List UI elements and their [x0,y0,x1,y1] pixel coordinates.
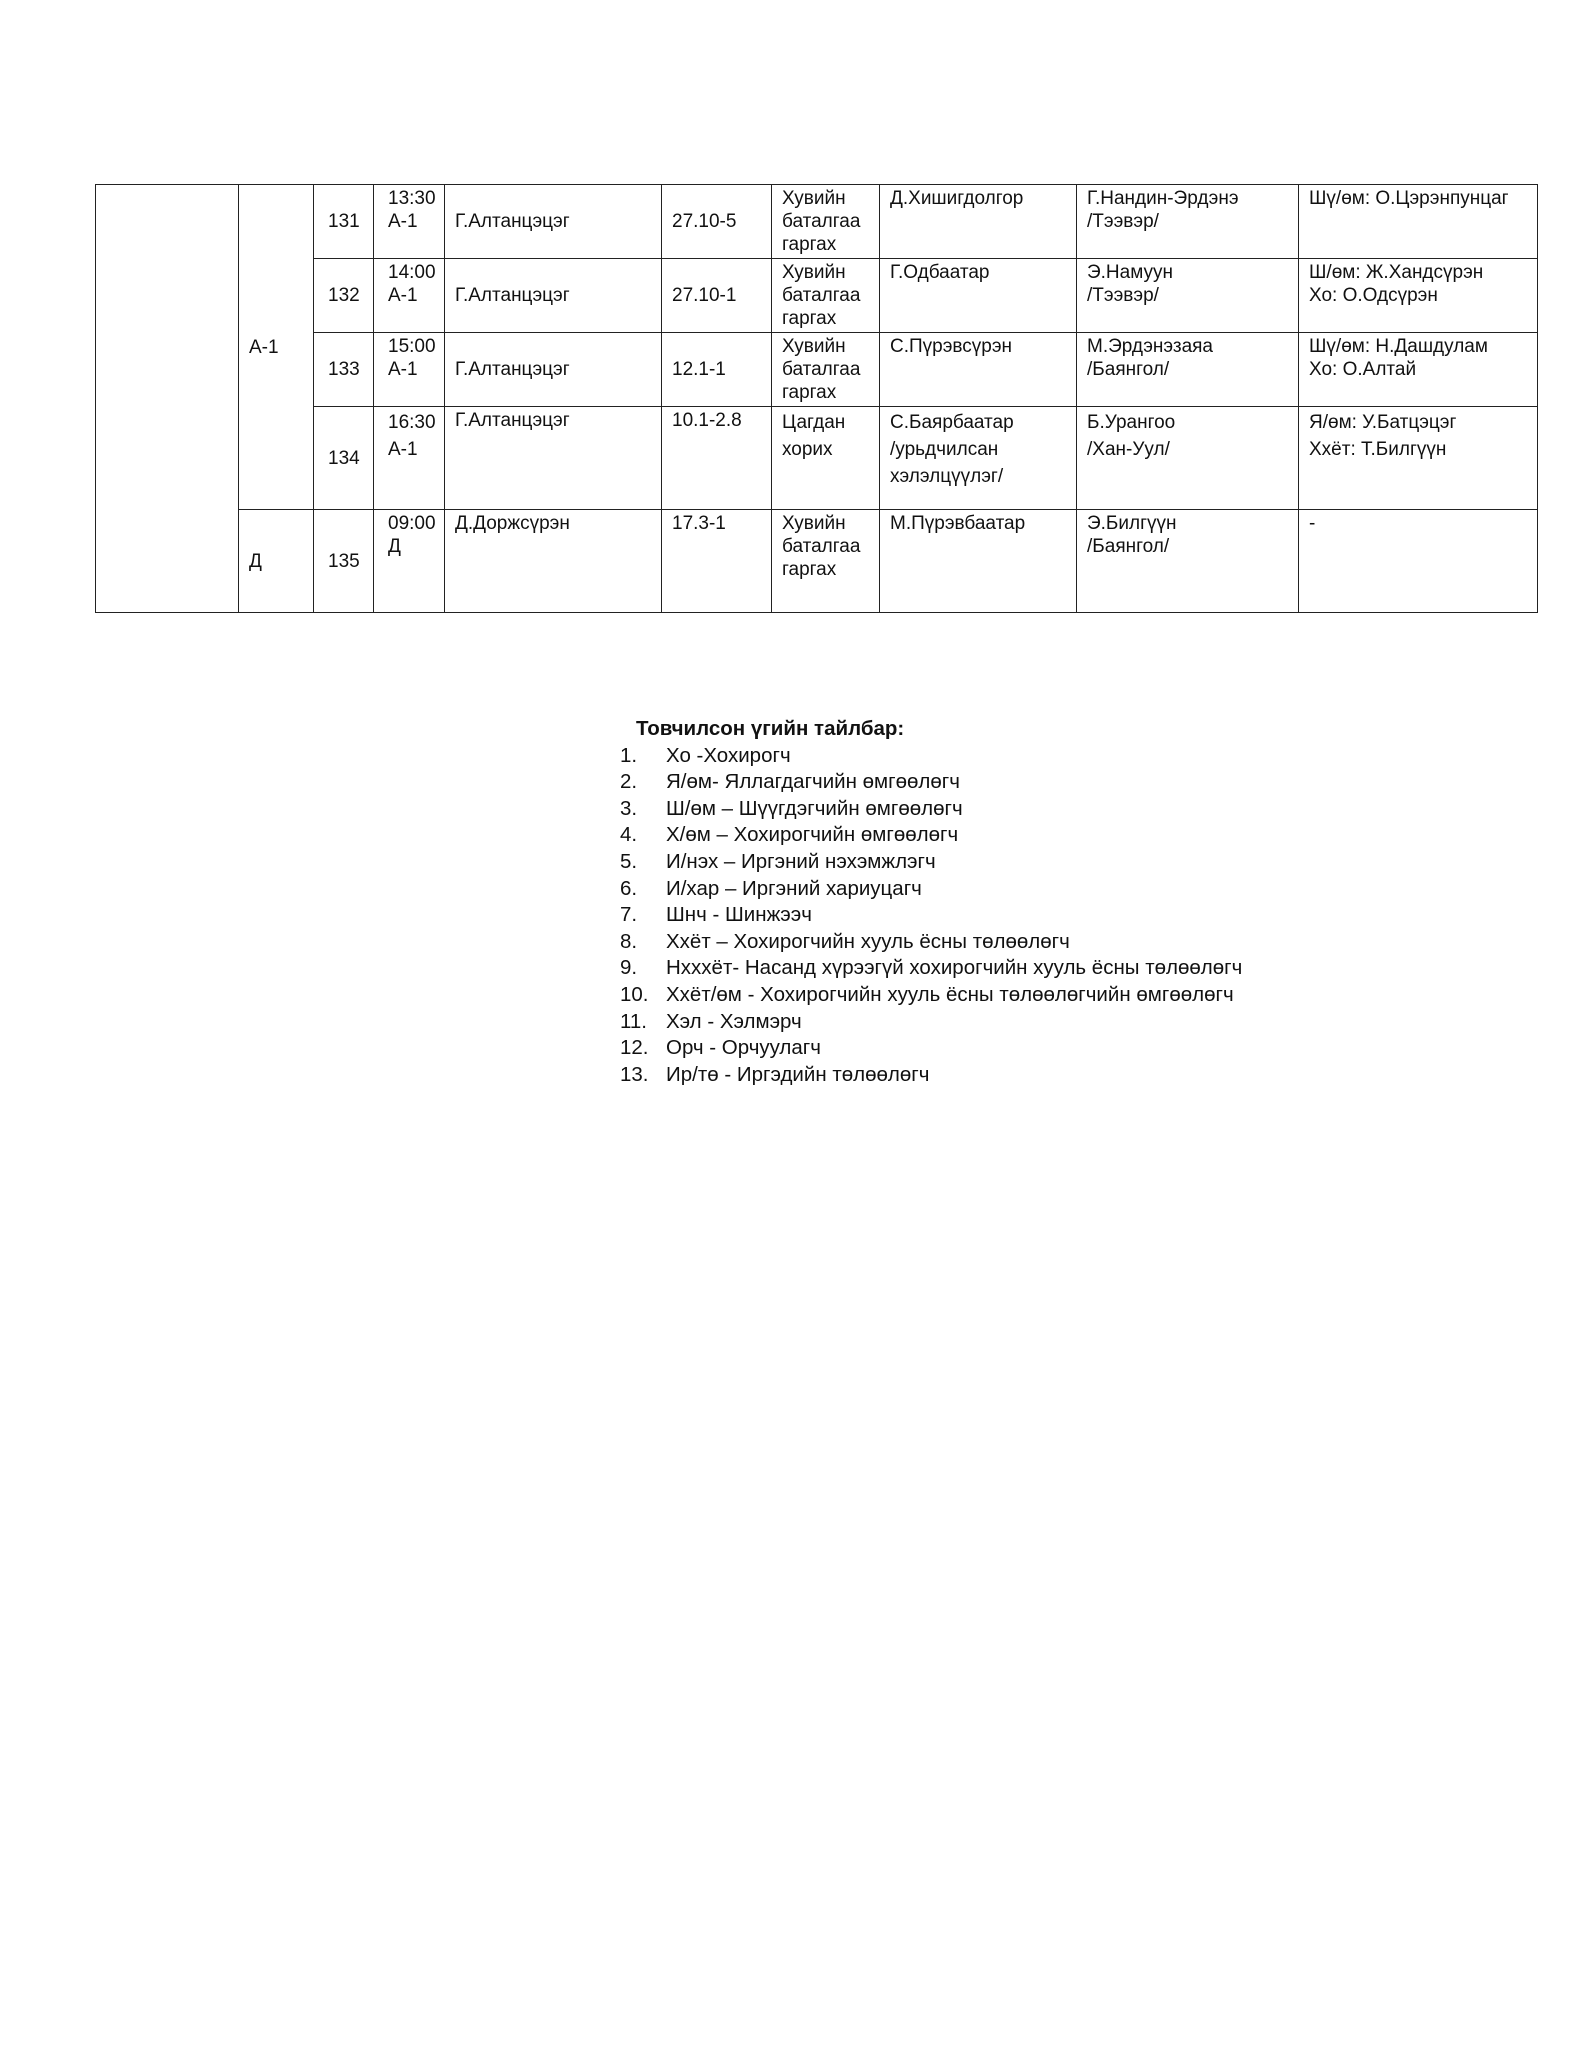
legend-item-text: Орч - Орчуулагч [666,1036,821,1060]
defendant-cell: М.Пүрэвбаатар [880,510,1077,613]
participants-cell: Ш/өм: Ж.Хандсүрэн Хо: О.Одсүрэн [1299,259,1538,333]
judge-cell: Г.Алтанцэцэг [445,185,662,259]
legend-item [620,769,1242,796]
time-room-cell: 09:00 Д [374,510,445,613]
victim-cell: Б.Урангоо /Хан-Уул/ [1077,407,1299,510]
article-cell: 12.1-1 [662,333,772,407]
defendant-cell: Г.Одбаатар [880,259,1077,333]
legend-item-number: 8. [620,929,638,953]
measure-cell: Хувийн баталгаа гаргах [772,259,880,333]
blank-cell [96,185,239,613]
legend-item-number: 1. [620,743,638,767]
legend-item-number: 3. [620,796,638,820]
legend-item-number: 13. [620,1062,649,1086]
legend-item [620,822,1242,849]
judge-cell: Д.Доржсүрэн [445,510,662,613]
group-cell: А-1 [239,185,314,510]
victim-cell: Э.Билгүүн /Баянгол/ [1077,510,1299,613]
legend-item [620,902,1242,929]
legend-item-number: 11. [620,1009,647,1033]
legend-item-number: 5. [620,849,638,873]
legend-item-text: Ххёт – Хохирогчийн хууль ёсны төлөөлөгч [666,929,1070,953]
time-room-cell: 13:30 А-1 [374,185,445,259]
article-cell: 10.1-2.8 [662,407,772,510]
measure-cell: Хувийн баталгаа гаргах [772,333,880,407]
legend-item-text: Ш/өм – Шүүгдэгчийн өмгөөлөгч [666,796,963,820]
victim-cell: Э.Намуун /Тээвэр/ [1077,259,1299,333]
measure-cell: Хувийн баталгаа гаргах [772,510,880,613]
time-room-cell: 14:00 А-1 [374,259,445,333]
victim-cell: Г.Нандин-Эрдэнэ /Тээвэр/ [1077,185,1299,259]
judge-cell: Г.Алтанцэцэг [445,333,662,407]
case-number-cell: 131 [314,185,374,259]
participants-cell: Я/өм: У.Батцэцэг Ххёт: Т.Билгүүн [1299,407,1538,510]
legend-item-text: Нхххёт- Насанд хүрээгүй хохирогчийн хууль ёсны төлөөлөгч [666,956,1243,980]
table-row [96,510,1538,613]
legend-item-text: И/нэх – Иргэний нэхэмжлэгч [666,849,936,873]
legend-item-text: И/хар – Иргэний хариуцагч [666,876,922,900]
victim-cell: М.Эрдэнэзаяа /Баянгол/ [1077,333,1299,407]
abbreviation-legend [620,716,1242,1088]
defendant-cell: С.Баярбаатар /урьдчилсан хэлэлцүүлэг/ [880,407,1077,510]
defendant-cell: Д.Хишигдолгор [880,185,1077,259]
judge-cell: Г.Алтанцэцэг [445,259,662,333]
measure-cell: Цагдан хорих [772,407,880,510]
article-cell: 17.3-1 [662,510,772,613]
judge-cell: Г.Алтанцэцэг [445,407,662,510]
legend-item [620,1035,1242,1062]
legend-item-number: 6. [620,876,638,900]
legend-item [620,876,1242,903]
legend-item [620,743,1242,770]
defendant-cell: С.Пүрэвсүрэн [880,333,1077,407]
time-room-cell: 16:30 А-1 [374,407,445,510]
participants-cell: - [1299,510,1538,613]
article-cell: 27.10-1 [662,259,772,333]
measure-cell: Хувийн баталгаа гаргах [772,185,880,259]
article-cell: 27.10-5 [662,185,772,259]
case-number-cell: 134 [314,407,374,510]
legend-item-text: Ир/тө - Иргэдийн төлөөлөгч [666,1062,930,1086]
hearing-schedule-table [95,184,1538,613]
legend-item-number: 7. [620,903,638,927]
legend-item [620,929,1242,956]
table-row [96,185,1538,259]
legend-item-text: Ххёт/өм - Хохирогчийн хууль ёсны төлөөлөгчийн өмгөөлөгч [666,982,1234,1006]
legend-item-text: Хо -Хохирогч [666,743,791,767]
legend-list [620,743,1242,1089]
legend-item-number: 4. [620,823,638,847]
legend-item-text: Я/өм- Яллагдагчийн өмгөөлөгч [666,770,960,794]
case-number-cell: 133 [314,333,374,407]
legend-item [620,955,1242,982]
legend-item-number: 10. [620,982,649,1006]
legend-item [620,982,1242,1009]
time-room-cell: 15:00 А-1 [374,333,445,407]
legend-item [620,1009,1242,1036]
participants-cell: Шү/өм: Н.Дашдулам Хо: О.Алтай [1299,333,1538,407]
legend-item-text: Х/өм – Хохирогчийн өмгөөлөгч [666,823,959,847]
legend-title: Товчилсон үгийн тайлбар: [636,717,905,740]
participants-cell: Шү/өм: О.Цэрэнпунцаг [1299,185,1538,259]
legend-item-text: Хэл - Хэлмэрч [666,1009,802,1033]
case-number-cell: 135 [314,510,374,613]
legend-item-number: 12. [620,1036,649,1060]
group-cell: Д [239,510,314,613]
legend-item-number: 9. [620,956,638,980]
legend-item [620,796,1242,823]
case-number-cell: 132 [314,259,374,333]
legend-item-number: 2. [620,770,638,794]
legend-item [620,849,1242,876]
legend-item [620,1062,1242,1089]
legend-item-text: Шнч - Шинжээч [666,903,812,927]
